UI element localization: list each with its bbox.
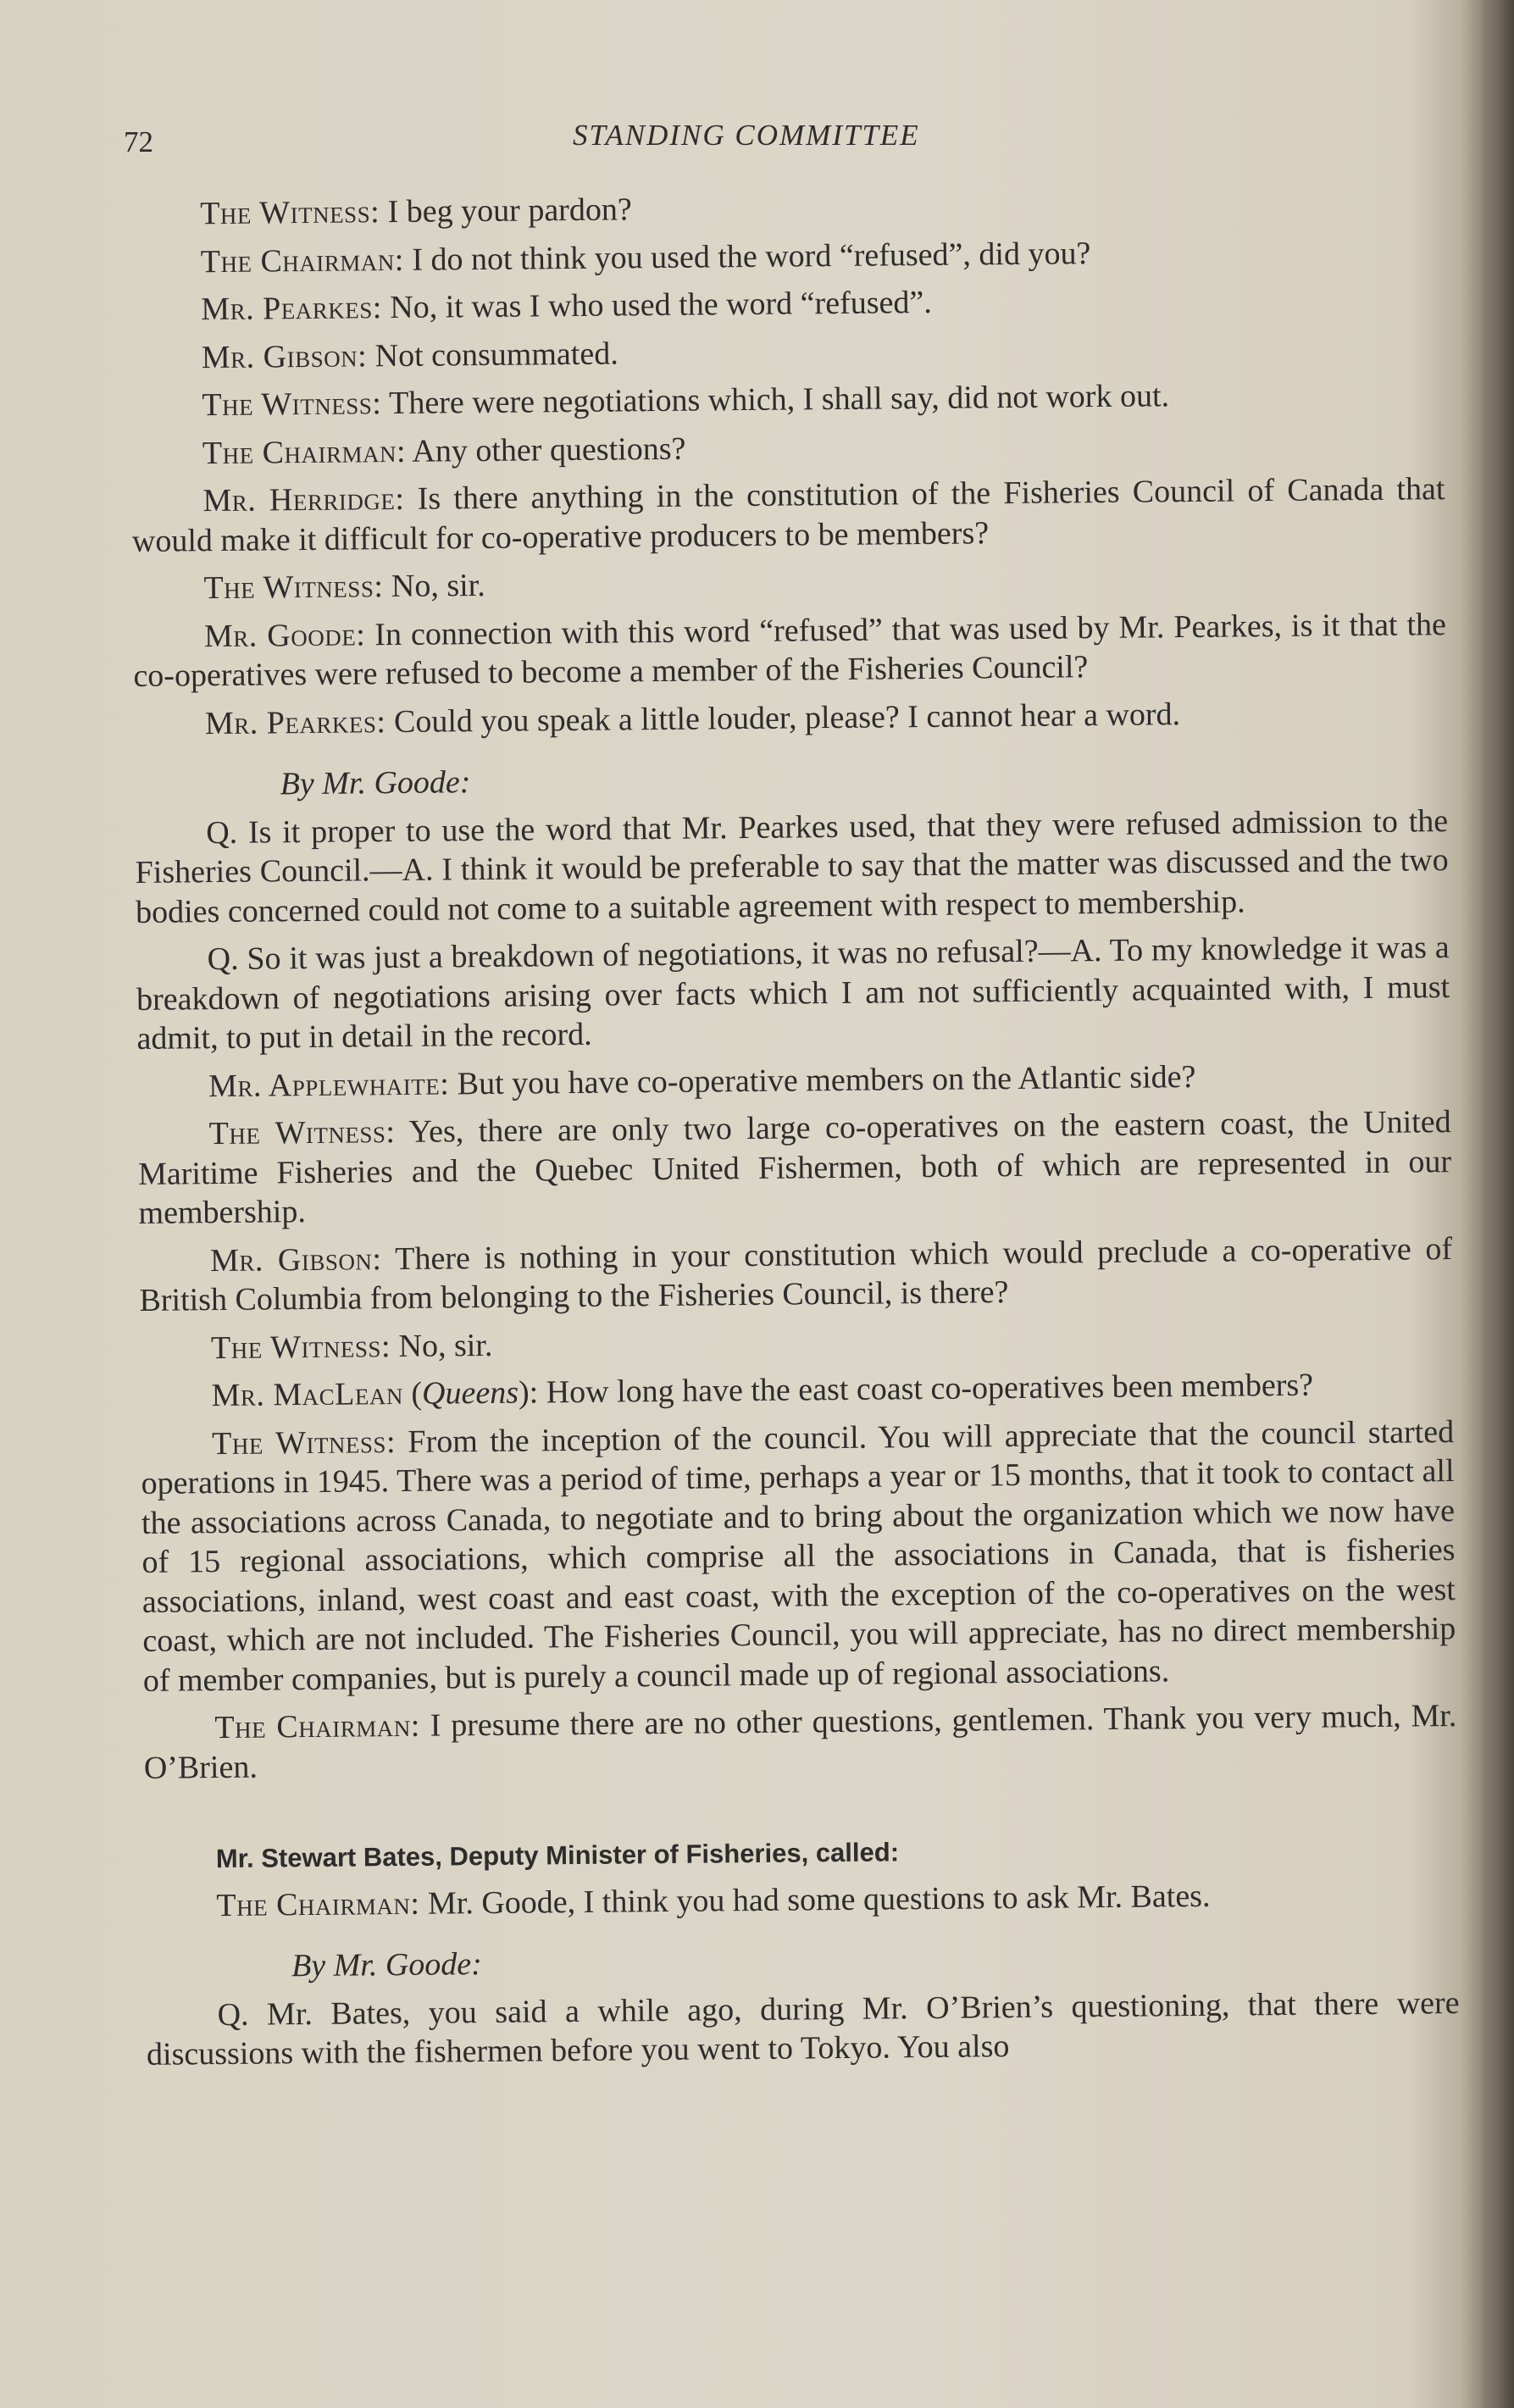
speaker-name: Mr. Pearkes: xyxy=(201,290,382,328)
transcript-paragraph xyxy=(133,605,1447,696)
speech-text: But you have co-operative members on the Atlantic side? xyxy=(449,1058,1196,1101)
question-answer: Q. So it was just a breakdown of negotiations, it was no refusal?—A. To my knowledge it was a breakdown of negotiations arising over facts which I am not sufficiently acquainted with, I must admit, to put in detail in the record. xyxy=(136,929,1450,1057)
speech-text: Mr. Goode, I think you had some questions to ask Mr. Bates. xyxy=(419,1878,1211,1922)
speaker-name: The Chairman: xyxy=(202,433,407,471)
transcript-paragraph xyxy=(131,469,1445,561)
question-answer: Q. Mr. Bates, you said a while ago, during Mr. O’Brien’s questioning, that there were discussions with the fishermen before you went to Tokyo. You also xyxy=(146,1984,1460,2072)
speech-text: I beg your pardon? xyxy=(379,191,632,230)
book-spine-shadow xyxy=(1480,0,1514,2408)
transcript-paragraph xyxy=(145,1874,1458,1926)
witness-called-heading: Mr. Stewart Bates, Deputy Minister of Fisheries, called: xyxy=(215,1837,900,1874)
transcript-paragraph xyxy=(130,374,1444,425)
transcript-paragraph xyxy=(130,326,1444,378)
transcript-paragraph xyxy=(129,182,1442,234)
speech-text: Any other questions? xyxy=(405,430,686,469)
speaker-name: The Witness: xyxy=(200,194,380,232)
speech-text: In connection with this word “refused” that was used by Mr. Pearkes, is it that the co-operatives were refused to become a member of the Fisheries Council? xyxy=(133,606,1447,694)
speaker-name: The Chairman: xyxy=(200,241,405,280)
transcript-paragraph xyxy=(141,1412,1456,1701)
speaker-name: Mr. MacLean xyxy=(211,1375,404,1414)
page-header xyxy=(124,119,1445,161)
speaker-name: The Witness: xyxy=(211,1423,397,1462)
speaker-name: Mr. Gibson: xyxy=(201,337,368,375)
speech-text: There were negotiations which, I shall say, did not work out. xyxy=(381,378,1170,422)
transcript-paragraph xyxy=(137,1102,1451,1233)
speech-text: No, it was I who used the word “refused”. xyxy=(381,284,932,326)
running-head: STANDING COMMITTEE xyxy=(573,119,920,152)
speech-text: : How long have the east coast co-operatives been members? xyxy=(529,1367,1314,1411)
speech-text: Is there anything in the constitution of the Fisheries Council of Canada that would make it difficult for co-operative producers to be members? xyxy=(131,471,1445,559)
speaker-name: Mr. Gibson: xyxy=(209,1240,382,1279)
speech-text: There is nothing in your constitution which would preclude a co-operative of British Columbia from belonging to the Fisheries Council, is there? xyxy=(139,1230,1453,1318)
transcript-paragraph xyxy=(143,1696,1457,1788)
transcript-paragraph xyxy=(139,1229,1453,1321)
speaker-name: The Witness: xyxy=(210,1328,391,1366)
speech-text: I presume there are no other questions, gentlemen. Thank you very much, Mr. O’Brien. xyxy=(143,1698,1457,1786)
speaker-name: Mr. Pearkes: xyxy=(204,703,386,741)
speaker-name: The Witness: xyxy=(202,386,382,424)
speech-text: No, sir. xyxy=(383,567,485,605)
speaker-name: The Witness: xyxy=(203,569,384,607)
questioner-heading: By Mr. Goode: xyxy=(291,1946,483,1984)
transcript-paragraph xyxy=(134,692,1447,744)
transcript-paragraph xyxy=(130,278,1443,330)
transcript-paragraph xyxy=(130,230,1443,282)
transcript-body xyxy=(129,182,1460,2083)
speaker-name: The Chairman: xyxy=(214,1707,421,1746)
speaker-name: The Witness: xyxy=(208,1114,396,1152)
page-number: 72 xyxy=(124,125,153,158)
speech-text: Could you speak a little louder, please? I cannot hear a word. xyxy=(385,696,1181,740)
transcript-paragraph xyxy=(131,422,1445,474)
transcript-paragraph xyxy=(132,557,1445,608)
speech-text: Not consummated. xyxy=(366,335,618,374)
question-answer: Q. Is it proper to use the word that Mr. Pearkes used, that they were refused admission to the Fisheries Council.—A. I think it would be preferable to say that the matter was discussed and the two bodies concerned could not come to a suitable agreement with respect to membership. xyxy=(135,802,1449,930)
speaker-name: The Chairman: xyxy=(216,1885,420,1923)
speech-text: I do not think you used the word “refused”, did you? xyxy=(403,235,1091,278)
speaker-name: Mr. Goode: xyxy=(203,616,366,654)
speech-text: No, sir. xyxy=(390,1327,493,1364)
questioner-heading: By Mr. Goode: xyxy=(280,764,471,802)
speech-text: Yes, there are only two large co-operatives on the eastern coast, the United Maritime Fisheries and the Quebec United Fishermen, both of which are represented in our membership. xyxy=(137,1104,1452,1231)
speaker-name: Mr. Applewhaite: xyxy=(208,1065,450,1104)
speaker-name: Mr. Herridge: xyxy=(202,480,405,519)
transcript-paragraph: Mr. MacLean (Queens): How long have the east coast co-operatives been members? xyxy=(211,1367,1314,1414)
riding-name: Queens xyxy=(421,1374,519,1412)
transcript-paragraph xyxy=(137,1055,1450,1107)
speech-text: From the inception of the council. You will appreciate that the council started operations in 1945. There was a period of time, perhaps a year or 15 months, that it took to contact all the associations across Canada, to negotiate and to bring about the organization which we now have of 15 regional associations, which comprise all the associations in Canada, that is fisheries associations, inland, west coast and east coast, with the exception of the co-operatives on the west coast, which are not included. The Fisheries Council, you will appreciate, has no direct membership of member companies, but is purely a council made up of regional associations. xyxy=(141,1413,1456,1699)
transcript-paragraph xyxy=(140,1317,1453,1368)
